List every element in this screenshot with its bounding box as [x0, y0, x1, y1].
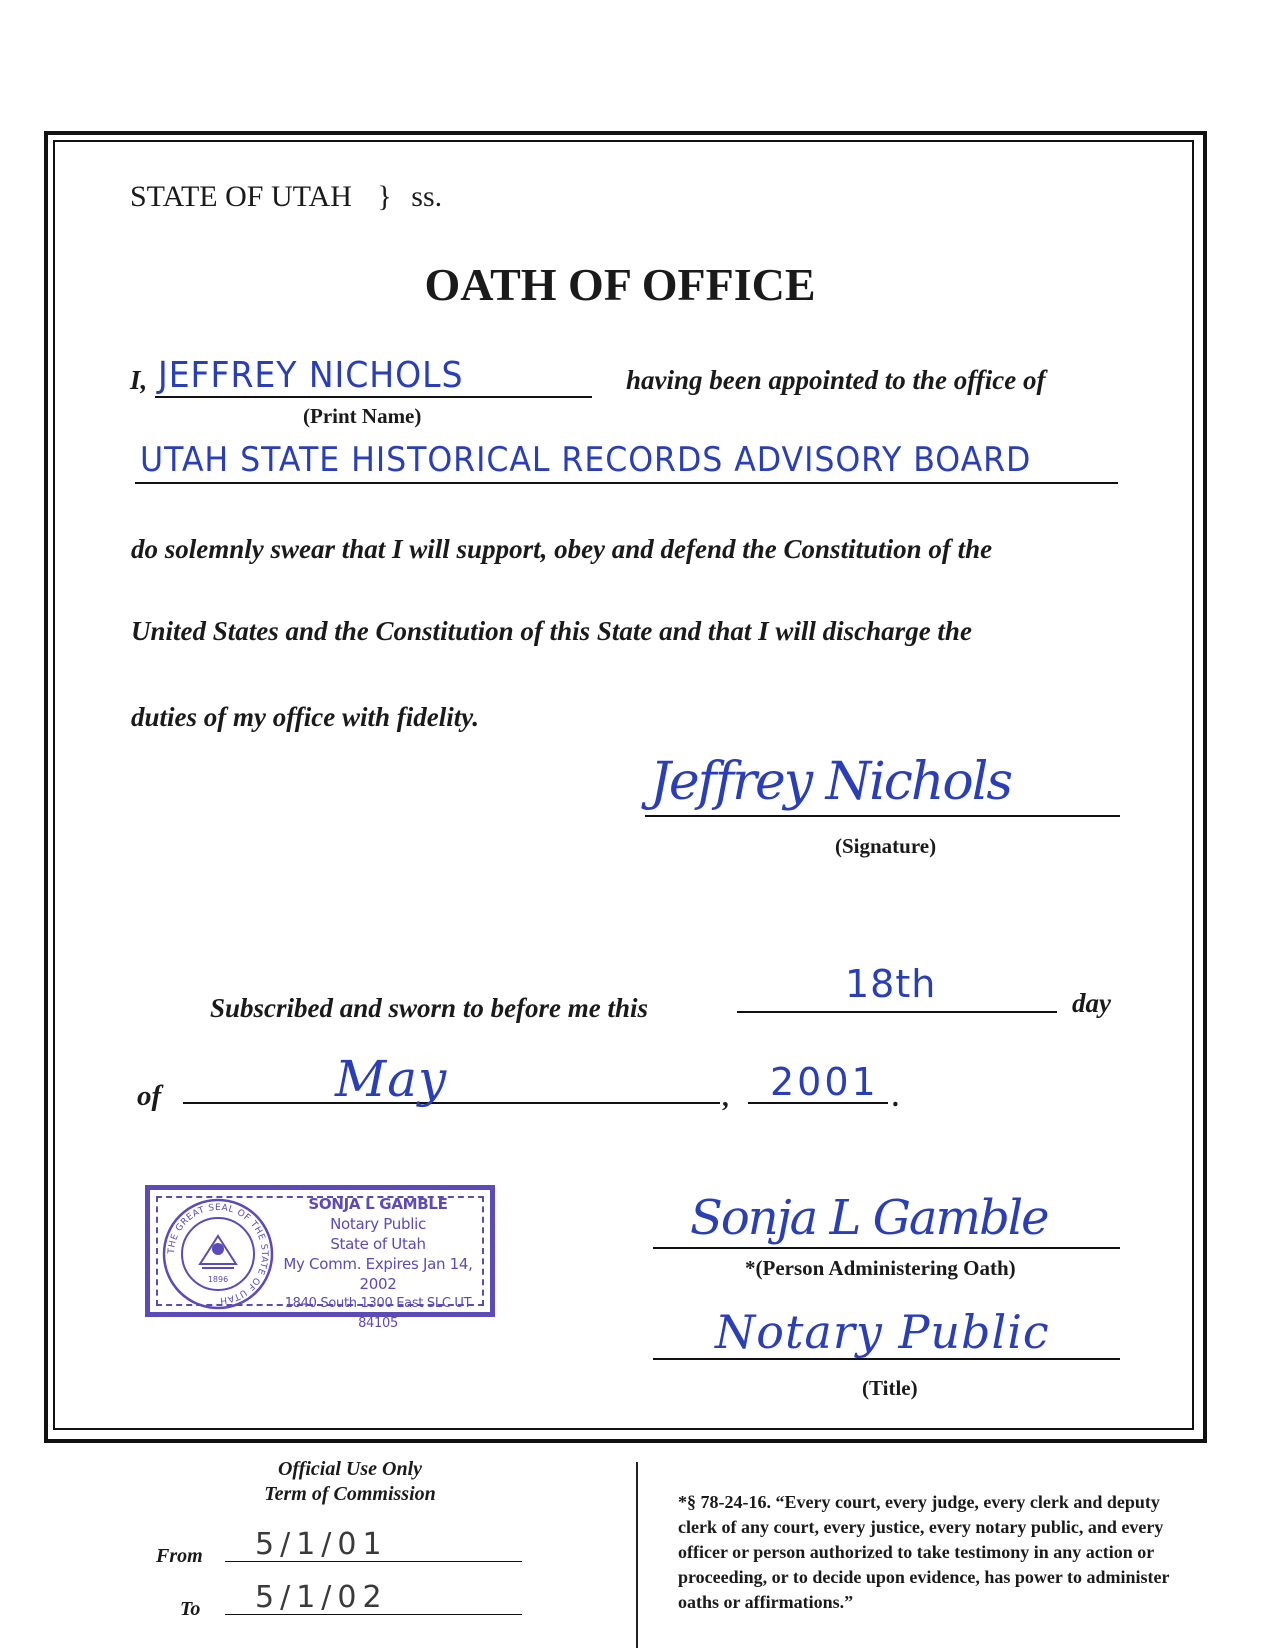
- year-value: 2001: [770, 1060, 879, 1104]
- administrator-signature: Sonja L Gamble: [690, 1190, 1048, 1246]
- to-label: To: [180, 1598, 201, 1620]
- sworn-text: Subscribed and sworn to before me this: [210, 993, 649, 1023]
- notary-address: 1840 South 1300 East SLC UT 84105: [284, 1296, 472, 1331]
- state-heading: [130, 180, 442, 214]
- day-value: 18th: [845, 962, 937, 1006]
- oath-line-1: do solemnly swear that I will support, obey and defend the Constitution of the: [131, 534, 993, 564]
- stamp-text-block: [270, 1194, 486, 1334]
- to-value: 5/1/02: [255, 1580, 388, 1615]
- term-of-commission-heading: Term of Commission: [264, 1483, 436, 1505]
- seal-year: 1896: [207, 1275, 229, 1284]
- day-word: day: [1072, 988, 1111, 1018]
- month-value: May: [335, 1050, 448, 1108]
- print-name-value: JEFFREY NICHOLS: [158, 355, 464, 396]
- statute-text: *§ 78-24-16. “Every court, every judge, every clerk and deputy clerk of any court, every justice, every notary public, and every officer or person authorized to take testimony in any action or proceeding, or to decide upon evidence, has power to administer oaths or affirmations.”: [678, 1492, 1170, 1612]
- appointed-text: having been appointed to the office of: [626, 365, 1046, 395]
- ss-label: ss.: [411, 180, 443, 213]
- state-label: STATE OF UTAH: [130, 180, 352, 213]
- notary-state: State of Utah: [330, 1235, 426, 1253]
- from-label: From: [156, 1545, 203, 1567]
- oath-line-3: duties of my office with fidelity.: [131, 702, 479, 732]
- official-use-heading: Official Use Only: [277, 1458, 423, 1480]
- page-title: OATH OF OFFICE: [424, 259, 816, 310]
- month-comma: ,: [722, 1082, 729, 1112]
- administrator-caption: *(Person Administering Oath): [745, 1256, 1016, 1280]
- signature-line: [645, 815, 1120, 817]
- year-period: .: [892, 1082, 899, 1112]
- office-line: [135, 482, 1118, 484]
- administrator-title-value: Notary Public: [715, 1305, 1050, 1359]
- notary-role: Notary Public: [330, 1215, 426, 1233]
- month-line: [183, 1102, 720, 1104]
- utah-seal-icon: [158, 1194, 278, 1314]
- oath-signature: Jeffrey Nichols: [650, 752, 1012, 812]
- notary-name: SONJA L GAMBLE: [308, 1195, 448, 1213]
- footer-divider: [636, 1462, 638, 1648]
- oath-prefix: I,: [130, 365, 148, 395]
- day-line: [737, 1011, 1057, 1013]
- from-value: 5/1/01: [255, 1527, 388, 1562]
- of-word: of: [137, 1080, 162, 1112]
- office-value: UTAH STATE HISTORICAL RECORDS ADVISORY BOARD: [140, 440, 1032, 480]
- title-caption: (Title): [862, 1376, 918, 1400]
- seal-arc-text: THE GREAT SEAL OF THE STATE OF UTAH: [166, 1202, 270, 1306]
- oath-line-2: United States and the Constitution of this State and that I will discharge the: [131, 616, 972, 646]
- notary-commission: My Comm. Expires Jan 14, 2002: [283, 1255, 473, 1293]
- print-name-line: [155, 396, 592, 398]
- notary-stamp: [145, 1185, 495, 1331]
- administrator-line: [653, 1247, 1120, 1249]
- brace: }: [377, 180, 392, 213]
- signature-caption: (Signature): [835, 834, 937, 858]
- print-name-caption: (Print Name): [303, 404, 422, 428]
